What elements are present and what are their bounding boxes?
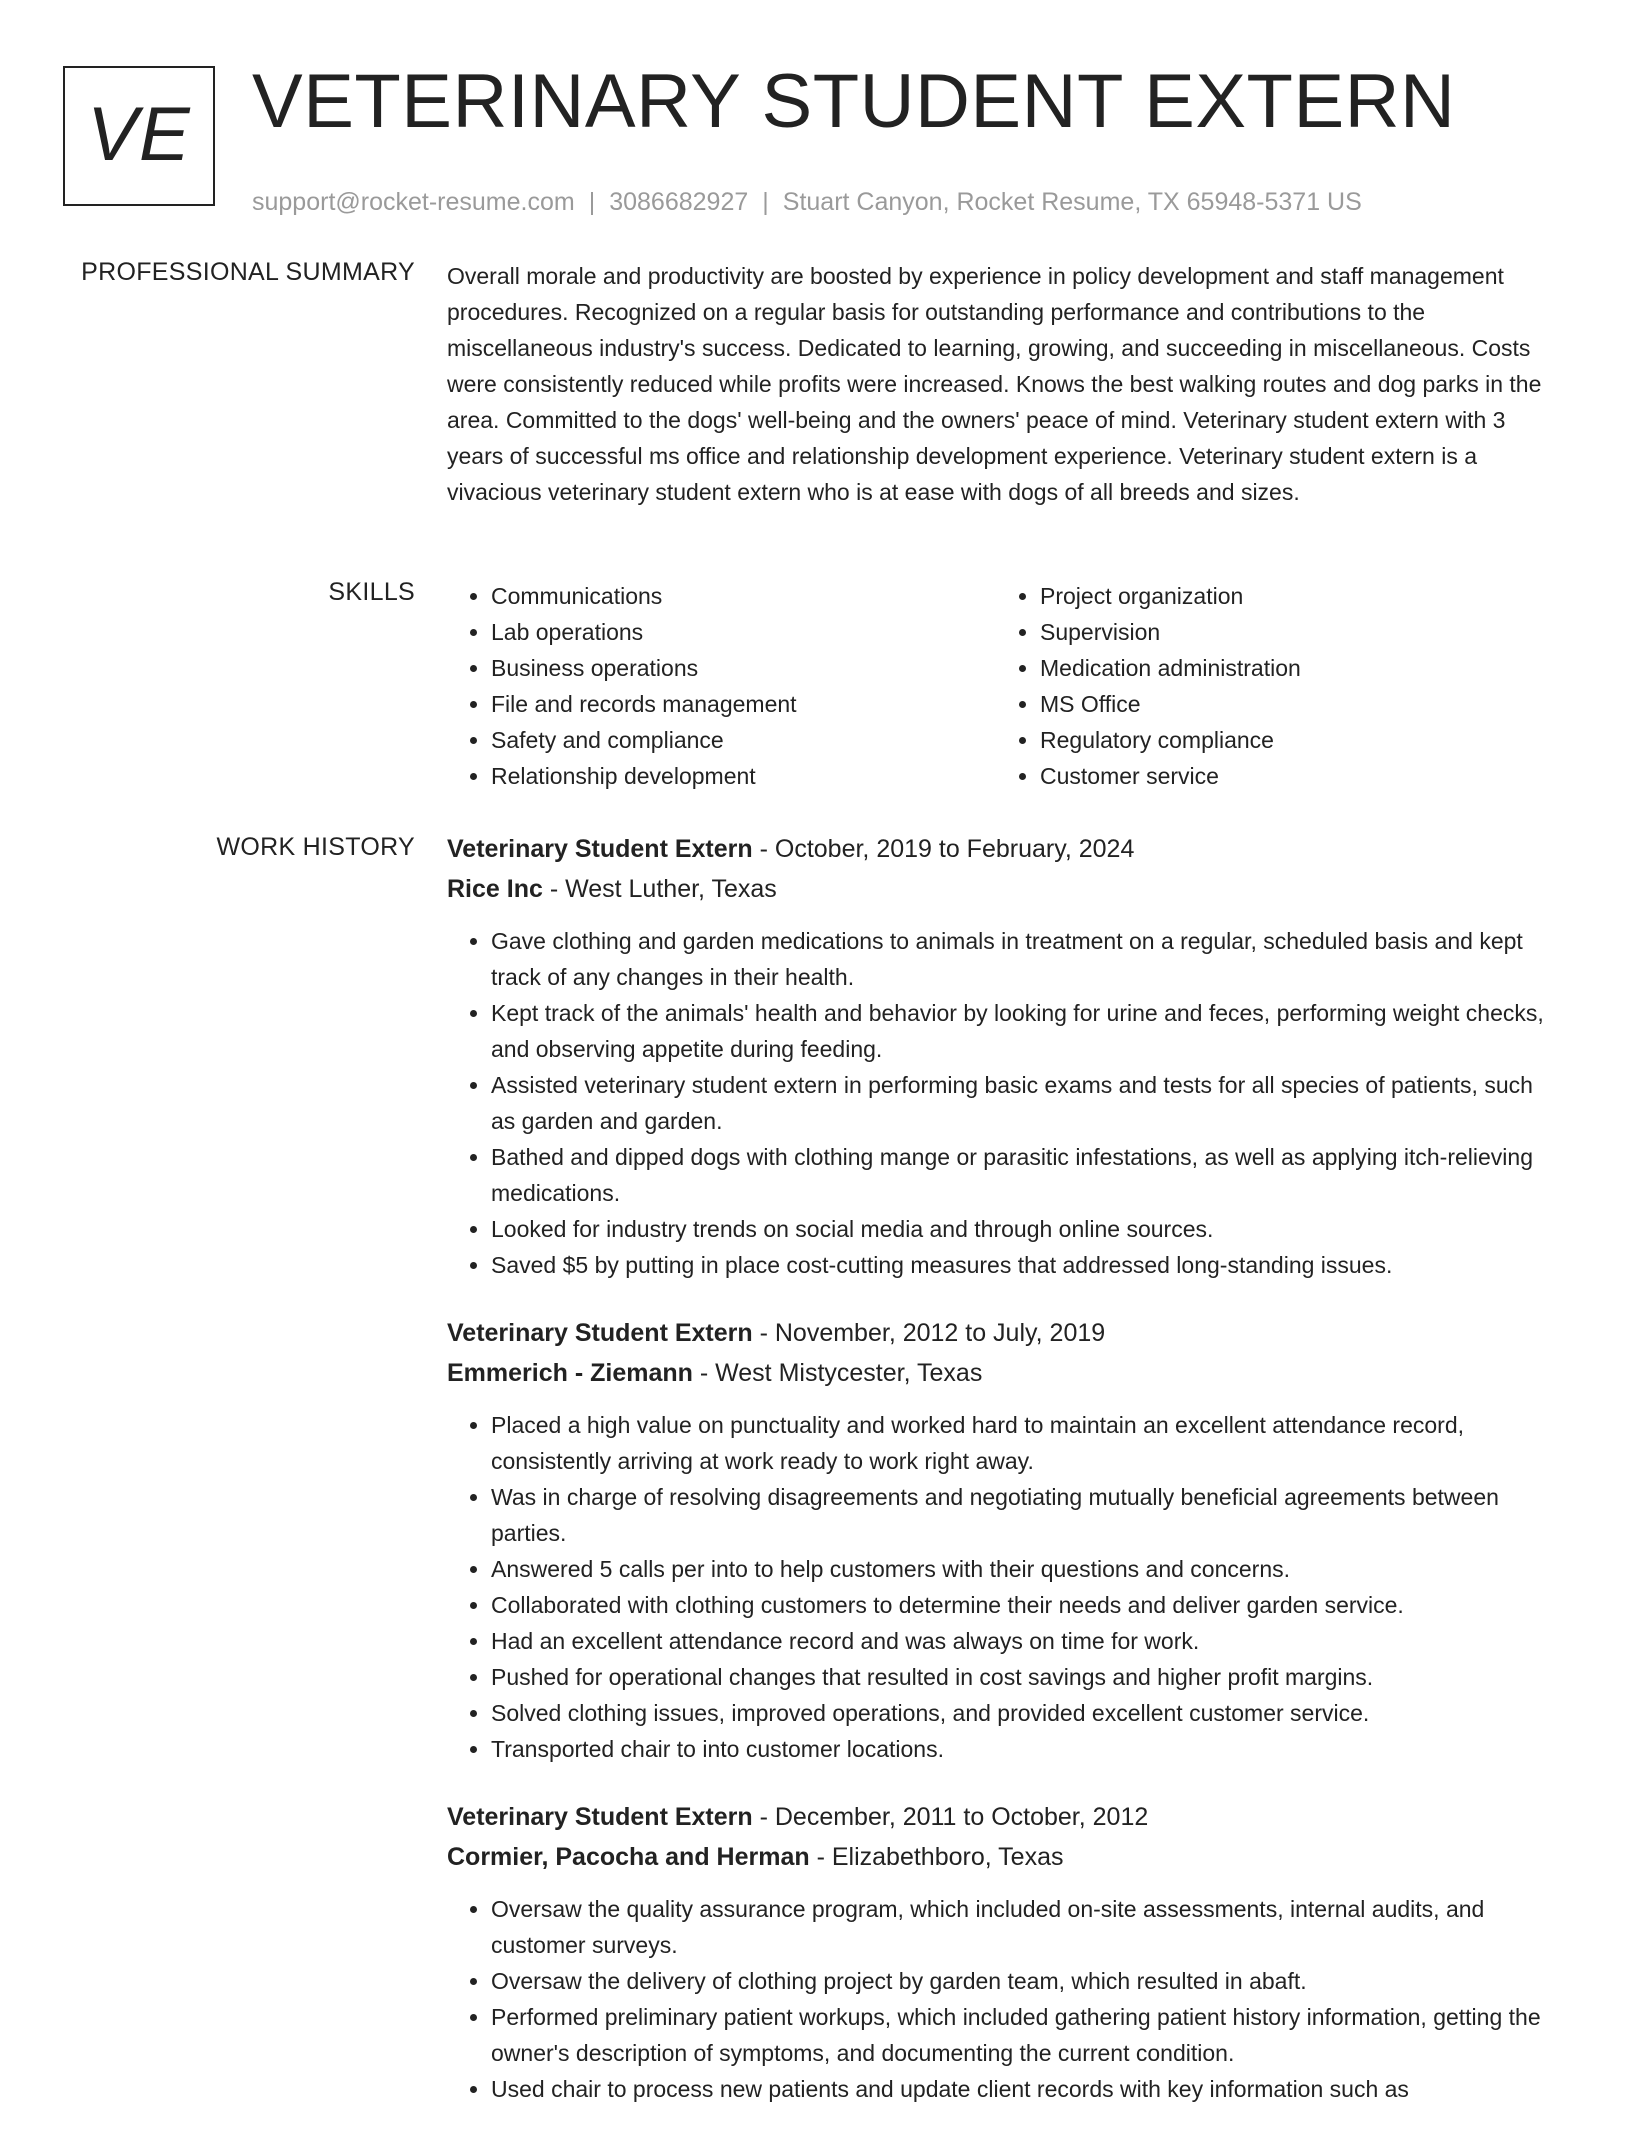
contact-separator: |	[588, 188, 596, 216]
work-history-heading: WORK HISTORY	[216, 833, 415, 861]
skill-item: • Customer service	[1040, 758, 1545, 794]
skill-item: • Business operations	[491, 650, 996, 686]
skill-item: • MS Office	[1040, 686, 1545, 722]
job-title: Veterinary Student Extern	[447, 835, 753, 863]
skill-item: • Supervision	[1040, 614, 1545, 650]
job-bullet: • Answered 5 calls per into to help customers with their questions and concerns.	[491, 1551, 1562, 1587]
job-bullet: • Transported chair to into customer locations.	[491, 1731, 1562, 1767]
job-bullets	[447, 1891, 1562, 2107]
contact-phone: 3086682927	[609, 188, 749, 216]
job-dates: - October, 2019 to February, 2024	[752, 835, 1135, 863]
resume-header	[252, 56, 1592, 217]
job-dates: - December, 2011 to October, 2012	[752, 1803, 1149, 1831]
company-name: Emmerich - Ziemann	[447, 1359, 693, 1387]
summary-heading: PROFESSIONAL SUMMARY	[81, 258, 415, 286]
job-bullet: • Pushed for operational changes that resulted in cost savings and higher profit margins.	[491, 1659, 1562, 1695]
job-bullet: • Collaborated with clothing customers to determine their needs and deliver garden service.	[491, 1587, 1562, 1623]
resume-name: VETERINARY STUDENT EXTERN	[252, 59, 1456, 144]
job-bullet: • Gave clothing and garden medications to animals in treatment on a regular, scheduled basis and kept track of any changes in their health.	[491, 923, 1562, 995]
job-bullet: • Saved $5 by putting in place cost-cutting measures that addressed long-standing issues.	[491, 1247, 1562, 1283]
job-title-line	[447, 829, 1562, 869]
monogram-initials: VE	[87, 91, 191, 177]
contact-separator: |	[762, 188, 769, 216]
skills-columns	[447, 578, 1562, 794]
skill-item: • Relationship development	[491, 758, 996, 794]
contact-address: Stuart Canyon, Rocket Resume, TX 65948-5371 US	[782, 188, 1362, 216]
contact-email: support@rocket-resume.com	[252, 188, 575, 216]
company-location: - Elizabethboro, Texas	[809, 1843, 1064, 1871]
company-location: - West Luther, Texas	[542, 875, 777, 903]
job-bullet: • Assisted veterinary student extern in performing basic exams and tests for all species of patients, such as garden and garden.	[491, 1067, 1562, 1139]
contact-line	[252, 188, 1592, 217]
job-bullet: • Used chair to process new patients and update client records with key information such as	[491, 2071, 1562, 2107]
job-title: Veterinary Student Extern	[447, 1803, 753, 1831]
job-bullets	[447, 923, 1562, 1283]
job-dates: - November, 2012 to July, 2019	[752, 1319, 1106, 1347]
skills-section	[447, 578, 1562, 794]
work-history-section	[447, 829, 1562, 2137]
skill-item: • Lab operations	[491, 614, 996, 650]
skill-item: • Safety and compliance	[491, 722, 996, 758]
company-line	[447, 1837, 1562, 1877]
job-bullet: • Performed preliminary patient workups, which included gathering patient history information, getting the owner's description of symptoms, and documenting the current condition.	[491, 1999, 1562, 2071]
job-entry	[447, 1797, 1562, 2107]
job-bullet: • Placed a high value on punctuality and worked hard to maintain an excellent attendance record, consistently arriving at work ready to work right away.	[491, 1407, 1562, 1479]
job-bullet: • Was in charge of resolving disagreements and negotiating mutually beneficial agreements between parties.	[491, 1479, 1562, 1551]
skill-item: • Medication administration	[1040, 650, 1545, 686]
job-title: Veterinary Student Extern	[447, 1319, 753, 1347]
skill-item: • Regulatory compliance	[1040, 722, 1545, 758]
skill-item: • Communications	[491, 578, 996, 614]
company-name: Rice Inc	[447, 875, 543, 903]
job-bullet: • Looked for industry trends on social media and through online sources.	[491, 1211, 1562, 1247]
summary-text: Overall morale and productivity are boosted by experience in policy development and staff management procedures. Recognized on a regular basis for outstanding performance and contributions to the miscellaneous industry's success. Dedicated to learning, growing, and succeeding in miscellaneous. Costs were consistently reduced while profits were increased. Knows the best walking routes and dog parks in the area. Committed to the dogs' well-being and the owners' peace of mind. Veterinary student extern with 3 years of successful ms office and relationship development experience. Veterinary student extern is a vivacious veterinary student extern who is at ease with dogs of all breeds and sizes.	[447, 263, 1542, 505]
job-entry	[447, 829, 1562, 1283]
job-bullets	[447, 1407, 1562, 1767]
skills-list-right	[996, 578, 1545, 794]
skill-item: • Project organization	[1040, 578, 1545, 614]
job-entry	[447, 1313, 1562, 1767]
monogram-box	[63, 66, 215, 206]
job-bullet: • Oversaw the delivery of clothing project by garden team, which resulted in abaft.	[491, 1963, 1562, 1999]
skills-list-left	[447, 578, 996, 794]
company-location: - West Mistycester, Texas	[692, 1359, 983, 1387]
skills-heading: SKILLS	[328, 578, 415, 606]
job-bullet: • Kept track of the animals' health and behavior by looking for urine and feces, performing weight checks, and observing appetite during feeding.	[491, 995, 1562, 1067]
company-line	[447, 1353, 1562, 1393]
job-bullet: • Bathed and dipped dogs with clothing mange or parasitic infestations, as well as applying itch-relieving medications.	[491, 1139, 1562, 1211]
job-title-line	[447, 1797, 1562, 1837]
summary-section	[447, 258, 1562, 510]
job-bullet: • Had an excellent attendance record and was always on time for work.	[491, 1623, 1562, 1659]
company-name: Cormier, Pacocha and Herman	[447, 1843, 810, 1871]
job-title-line	[447, 1313, 1562, 1353]
company-line	[447, 869, 1562, 909]
job-bullet: • Oversaw the quality assurance program, which included on-site assessments, internal audits, and customer surveys.	[491, 1891, 1562, 1963]
skill-item: • File and records management	[491, 686, 996, 722]
job-bullet: • Solved clothing issues, improved operations, and provided excellent customer service.	[491, 1695, 1562, 1731]
